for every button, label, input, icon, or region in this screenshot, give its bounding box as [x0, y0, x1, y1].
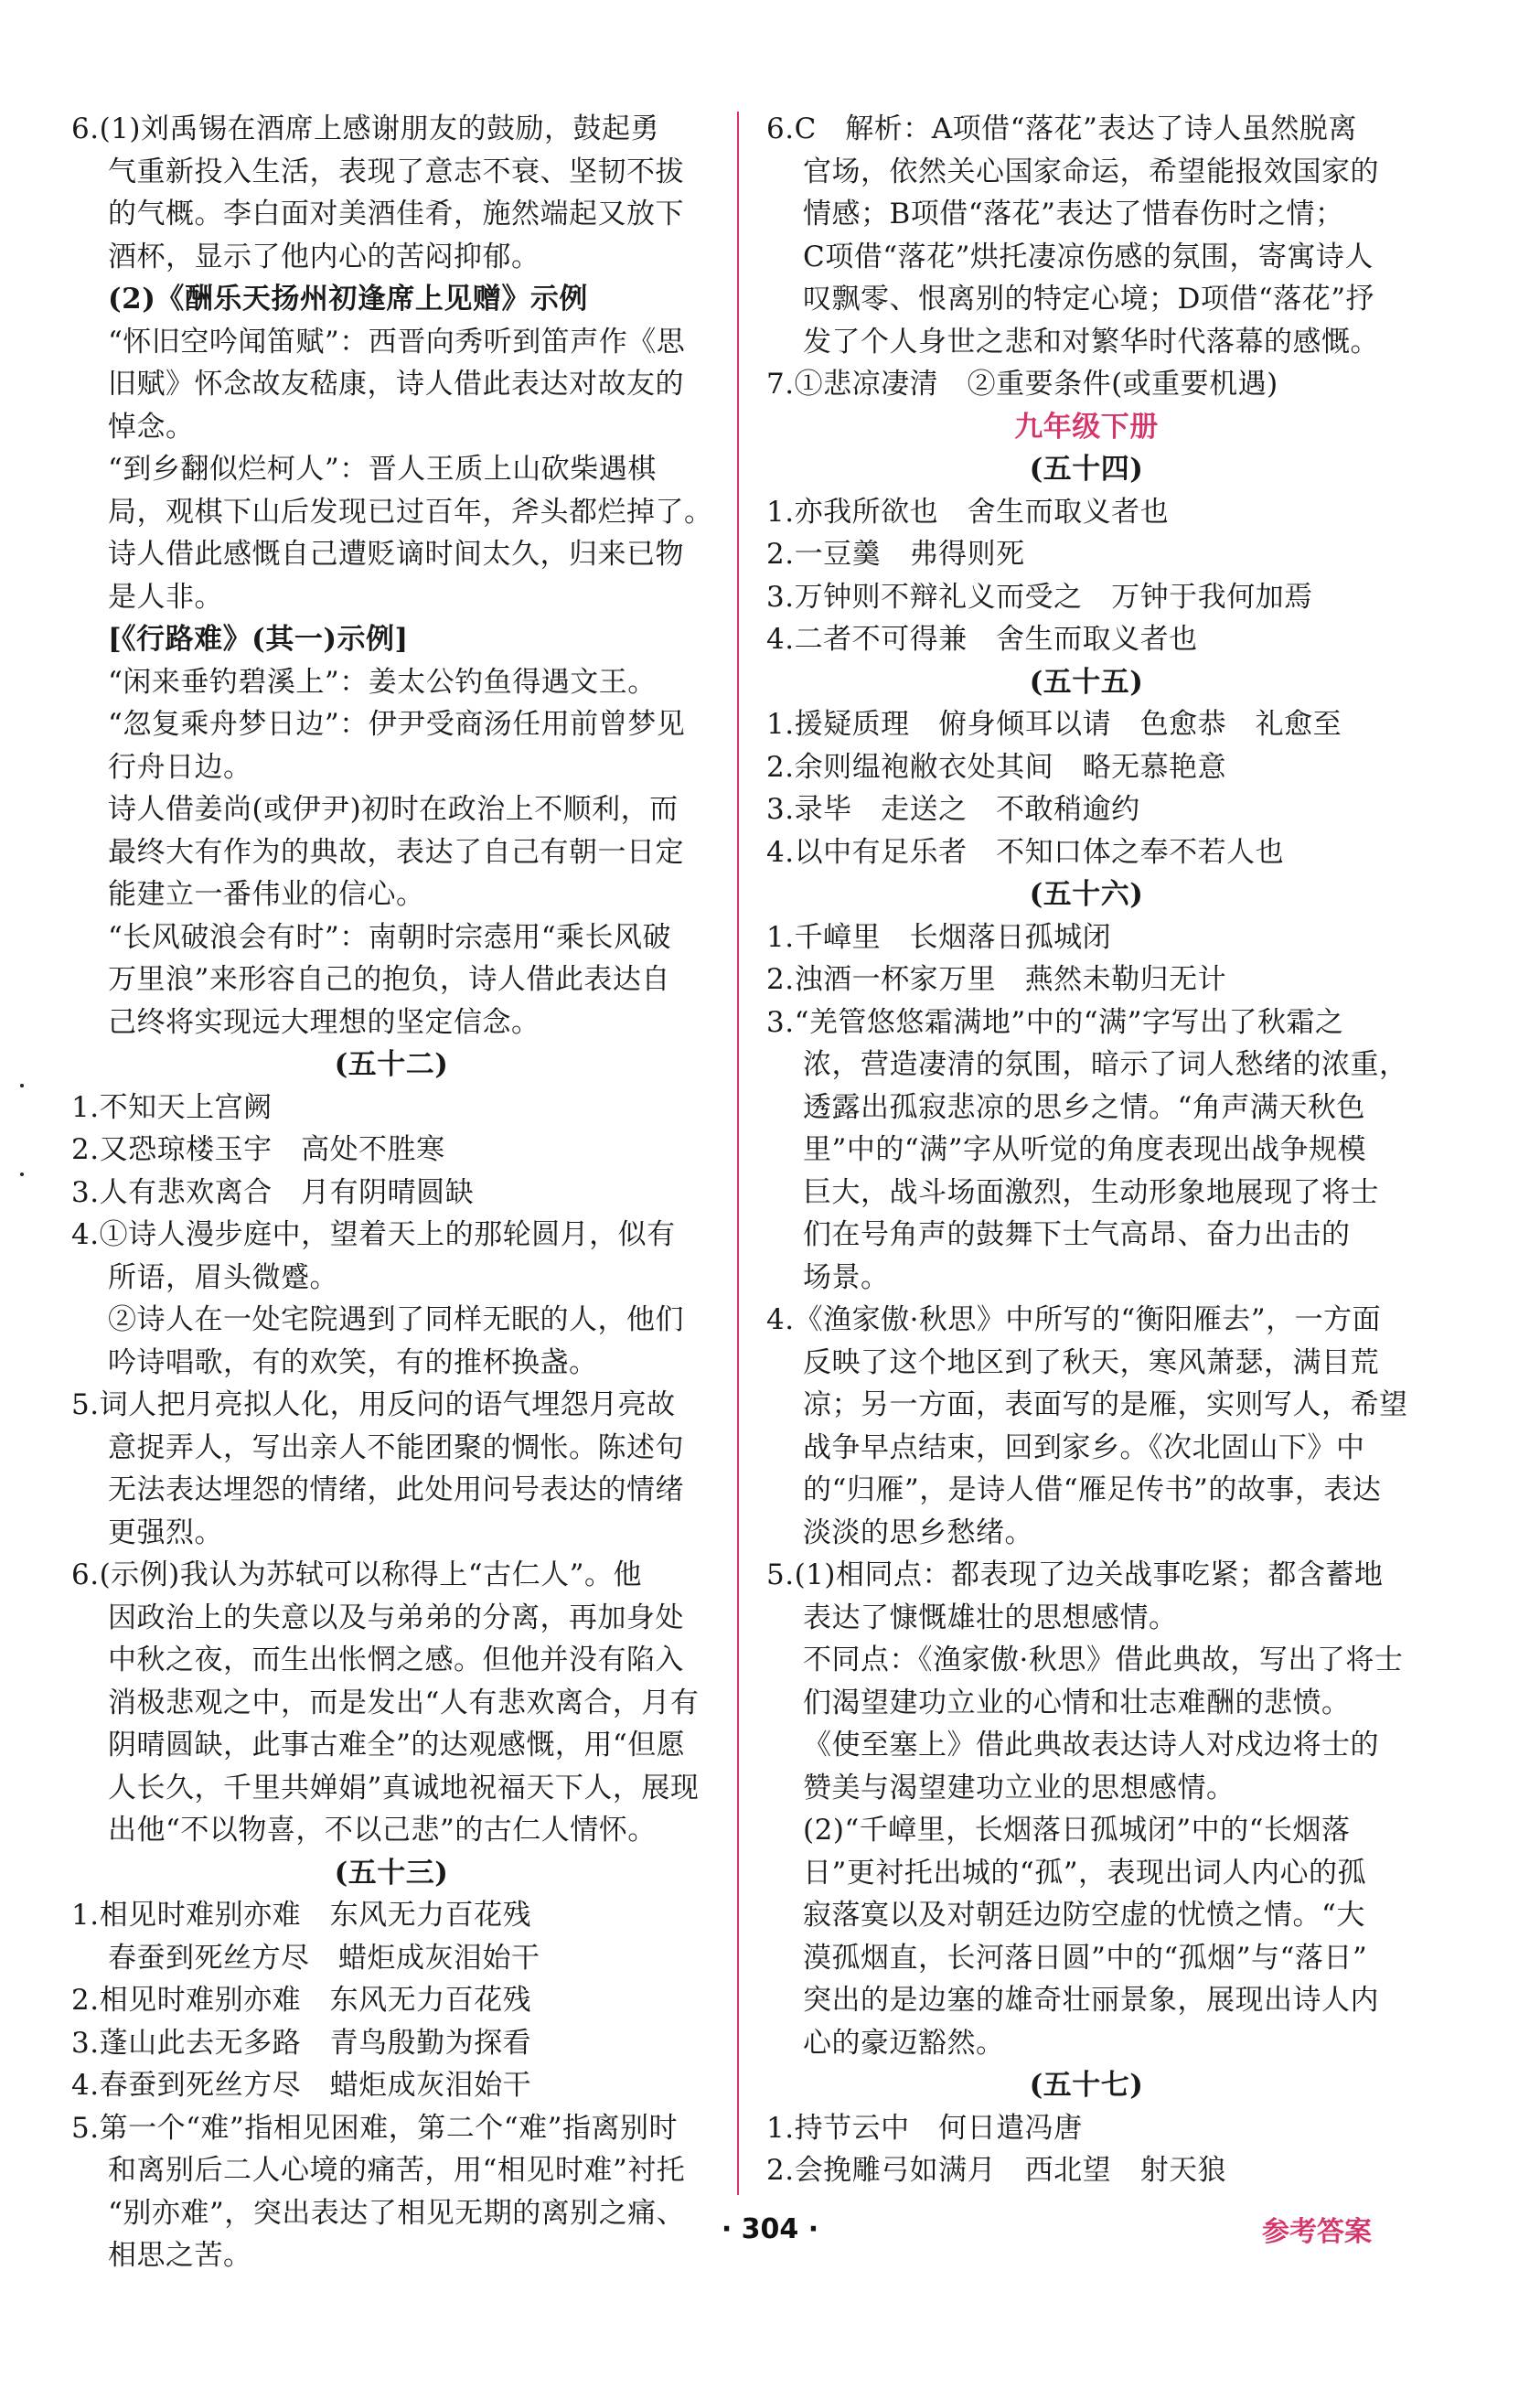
margin-mark: [20, 1173, 24, 1176]
column-divider: [737, 112, 739, 2195]
answer-line: 叹飘零、恨离别的特定心境；D项借“落花”抒: [803, 283, 1375, 316]
answer-line: 4.二者不可得兼 舍生而取义者也: [766, 623, 1198, 656]
answer-line: 心的豪迈豁然。: [803, 2026, 1005, 2060]
answer-line: 出他“不以物喜，不以己悲”的古仁人情怀。: [108, 1814, 657, 1847]
answer-line: 能建立一番伟业的信心。: [108, 878, 425, 911]
section-heading: (五十五): [1029, 665, 1144, 699]
answer-line: 战争早点结束，回到家乡。《次北固山下》中: [803, 1430, 1365, 1464]
answer-line: 官场，依然关心国家命运，希望能报效国家的: [803, 155, 1379, 188]
answer-line: 5.词人把月亮拟人化，用反问的语气埋怨月亮故: [71, 1388, 676, 1421]
answer-line: “怀旧空吟闻笛赋”：西晋向秀听到笛声作《思: [108, 325, 686, 359]
answer-line: 7.①悲凉凄清 ②重要条件(或重要机遇): [766, 368, 1278, 401]
answer-line: 巨大，战斗场面激烈，生动形象地展现了将士: [803, 1175, 1379, 1209]
answer-line: 1.援疑质理 俯身倾耳以请 色愈恭 礼愈至: [766, 708, 1342, 741]
answer-line: 5.第一个“难”指相见困难，第二个“难”指离别时: [71, 2111, 678, 2145]
answer-line: 6.(示例)我认为苏轼可以称得上“古仁人”。他: [71, 1558, 642, 1591]
answer-line: 4.《渔家傲·秋思》中所写的“衡阳雁去”，一方面: [766, 1303, 1382, 1336]
answer-line: 最终大有作为的典故，表达了自己有朝一日定: [108, 835, 684, 869]
answer-line: 5.(1)相同点：都表现了边关战事吃紧；都含蓄地: [766, 1558, 1384, 1591]
page-number: · 304 ·: [721, 2213, 819, 2245]
answer-line: C项借“落花”烘托凄凉伤感的氛围，寄寓诗人: [803, 240, 1374, 273]
answer-line: 3.人有悲欢离合 月有阴晴圆缺: [71, 1175, 475, 1209]
answer-line: 2.余则缊袍敝衣处其间 略无慕艳意: [766, 750, 1227, 784]
answer-line: 万里浪”来形容自己的抱负，诗人借此表达自: [108, 963, 670, 996]
answer-line: 中秋之夜，而生出怅惘之感。但他并没有陷入: [108, 1644, 684, 1676]
answer-line: 是人非。: [108, 580, 223, 614]
answer-line: 2.浊酒一杯家万里 燕然未勒归无计: [766, 963, 1227, 996]
answer-line: 6.C 解析：A项借“落花”表达了诗人虽然脱离: [766, 112, 1357, 145]
answer-line: 们在号角声的鼓舞下士气高昂、奋力出击的: [803, 1218, 1351, 1251]
answer-line: 和离别后二人心境的痛苦，用“相见时难”衬托: [108, 2154, 686, 2187]
answer-line: 消极悲观之中，而是发出“人有悲欢离合，月有: [108, 1686, 700, 1719]
answer-line: 2.相见时难别亦难 东风无力百花残: [71, 1984, 532, 2017]
section-heading: (五十七): [1029, 2069, 1144, 2102]
answer-line: “别亦难”，突出表达了相见无期的离别之痛、: [108, 2196, 686, 2230]
answer-line: 阴晴圆缺，此事古难全”的达观感慨，用“但愿: [108, 1729, 686, 1762]
answer-line: 1.相见时难别亦难 东风无力百花残: [71, 1899, 532, 1932]
answer-line: 浓，营造凄清的氛围，暗示了词人愁绪的浓重，: [803, 1048, 1408, 1081]
answer-line: 1.千嶂里 长烟落日孤城闭: [766, 920, 1112, 954]
answer-line: 寂落寞以及对朝廷边防空虚的忧愤之情。“大: [803, 1899, 1365, 1932]
answer-line: 无法表达埋怨的情绪，此处用问号表达的情绪: [108, 1473, 684, 1506]
answer-line: 意捉弄人，写出亲人不能团聚的惆怅。陈述句: [108, 1430, 684, 1464]
answer-line: 相思之苦。: [108, 2239, 252, 2272]
right-column: [766, 108, 1406, 2192]
answer-line: 气重新投入生活，表现了意志不衰、坚韧不拔: [108, 155, 684, 188]
answer-line: 日”更衬托出城的“孤”，表现出词人内心的孤: [803, 1856, 1367, 1890]
answer-line: 赞美与渴望建功立业的思想感情。: [803, 1771, 1235, 1804]
answer-line: 淡淡的思乡愁绪。: [803, 1515, 1033, 1549]
answer-line: 情感；B项借“落花”表达了惜春伤时之情；: [803, 198, 1344, 230]
answer-line: “长风破浪会有时”：南朝时宗悫用“乘长风破: [108, 920, 672, 954]
answer-line: 反映了这个地区到了秋天，寒风萧瑟，满目荒: [803, 1345, 1379, 1379]
answer-line: 6.(1)刘禹锡在酒席上感谢朋友的鼓励，鼓起勇: [71, 112, 659, 145]
answer-line: 4.以中有足乐者 不知口体之奉不若人也: [766, 835, 1285, 869]
answer-line: “到乡翻似烂柯人”：晋人王质上山砍柴遇棋: [108, 453, 657, 486]
answer-line: 己终将实现远大理想的坚定信念。: [108, 1005, 540, 1039]
answer-line: 悼念。: [108, 410, 195, 444]
answer-line: 3.录毕 走送之 不敢稍逾约: [766, 793, 1140, 826]
answer-line: (2)“千嶂里，长烟落日孤城闭”中的“长烟落: [803, 1814, 1351, 1847]
left-column: [71, 108, 711, 2277]
answer-line: 凉；另一方面，表面写的是雁，实则写人，希望: [803, 1388, 1408, 1421]
answer-line: 突出的是边塞的雄奇壮丽景象，展现出诗人内: [803, 1984, 1379, 2017]
answer-line: “忽复乘舟梦日边”：伊尹受商汤任用前曾梦见: [108, 708, 686, 741]
answer-line: 发了个人身世之悲和对繁华时代落幕的感慨。: [803, 325, 1379, 359]
answer-line: 1.亦我所欲也 舍生而取义者也: [766, 495, 1170, 529]
answer-line: (2)《酬乐天扬州初逢席上见赠》示例: [108, 283, 588, 316]
answer-line: 更强烈。: [108, 1515, 223, 1549]
answer-line: 的“归雁”，是诗人借“雁足传书”的故事，表达: [803, 1473, 1382, 1506]
section-heading: (五十三): [334, 1856, 449, 1890]
answer-line: ②诗人在一处宅院遇到了同样无眠的人，他们: [108, 1303, 684, 1336]
answer-line: 吟诗唱歌，有的欢笑，有的推杯换盏。: [108, 1345, 598, 1379]
answer-line: 诗人借姜尚(或伊尹)初时在政治上不顺利，而: [108, 793, 679, 826]
answer-line: 2.会挽雕弓如满月 西北望 射天狼: [766, 2154, 1227, 2187]
grade-heading: 九年级下册: [1014, 410, 1159, 444]
answer-line: 春蚕到死丝方尽 蜡炬成灰泪始干: [108, 1941, 540, 1975]
answer-line: 场景。: [803, 1260, 890, 1294]
answer-line: 4.①诗人漫步庭中，望着天上的那轮圆月，似有: [71, 1218, 676, 1251]
answer-line: 酒杯，显示了他内心的苦闷抑郁。: [108, 240, 540, 273]
answer-line: 3.“羌管悠悠霜满地”中的“满”字写出了秋霜之: [766, 1005, 1344, 1039]
section-label: 参考答案: [1262, 2216, 1372, 2248]
answer-line: 1.不知天上宫阙: [71, 1090, 273, 1124]
answer-line: 所语，眉头微蹙。: [108, 1260, 338, 1294]
answer-line: “闲来垂钓碧溪上”：姜太公钓鱼得遇文王。: [108, 665, 657, 699]
answer-line: 的气概。李白面对美酒佳肴，施然端起又放下: [108, 198, 684, 230]
answer-line: 1.持节云中 何日遣冯唐: [766, 2111, 1083, 2145]
answer-line: [《行路难》(其一)示例]: [108, 623, 409, 656]
answer-line: 因政治上的失意以及与弟弟的分离，再加身处: [108, 1601, 684, 1634]
answer-line: 3.万钟则不辩礼义而受之 万钟于我何加焉: [766, 580, 1313, 614]
answer-line: 们渴望建功立业的心情和壮志难酬的悲愤。: [803, 1686, 1351, 1719]
margin-mark: [20, 1084, 24, 1087]
answer-line: 人长久，千里共婵娟”真诚地祝福天下人，展现: [108, 1771, 700, 1804]
answer-line: 诗人借此感慨自己遭贬谪时间太久，归来已物: [108, 538, 684, 571]
section-heading: (五十四): [1029, 453, 1144, 486]
section-heading: (五十二): [334, 1048, 449, 1081]
answer-line: 2.一豆羹 弗得则死: [766, 538, 1025, 571]
answer-line: 表达了慷慨雄壮的思想感情。: [803, 1601, 1178, 1634]
answer-line: 里”中的“满”字从听觉的角度表现出战争规模: [803, 1133, 1367, 1166]
answer-line: 3.蓬山此去无多路 青鸟殷勤为探看: [71, 2026, 532, 2060]
answer-line: 局，观棋下山后发现已过百年，斧头都烂掉了。: [108, 495, 713, 529]
answer-line: 4.春蚕到死丝方尽 蜡炬成灰泪始干: [71, 2069, 532, 2102]
answer-line: 《使至塞上》借此典故表达诗人对戍边将士的: [803, 1729, 1379, 1762]
section-heading: (五十六): [1029, 878, 1144, 911]
answer-line: 不同点：《渔家傲·秋思》借此典故，写出了将士: [803, 1644, 1404, 1676]
answer-line: 2.又恐琼楼玉宇 高处不胜寒: [71, 1133, 445, 1166]
answer-line: 漠孤烟直，长河落日圆”中的“孤烟”与“落日”: [803, 1941, 1368, 1975]
answer-line: 透露出孤寂悲凉的思乡之情。“角声满天秋色: [803, 1090, 1365, 1124]
answer-line: 行舟日边。: [108, 750, 252, 784]
answer-line: 旧赋》怀念故友嵇康，诗人借此表达对故友的: [108, 368, 684, 401]
